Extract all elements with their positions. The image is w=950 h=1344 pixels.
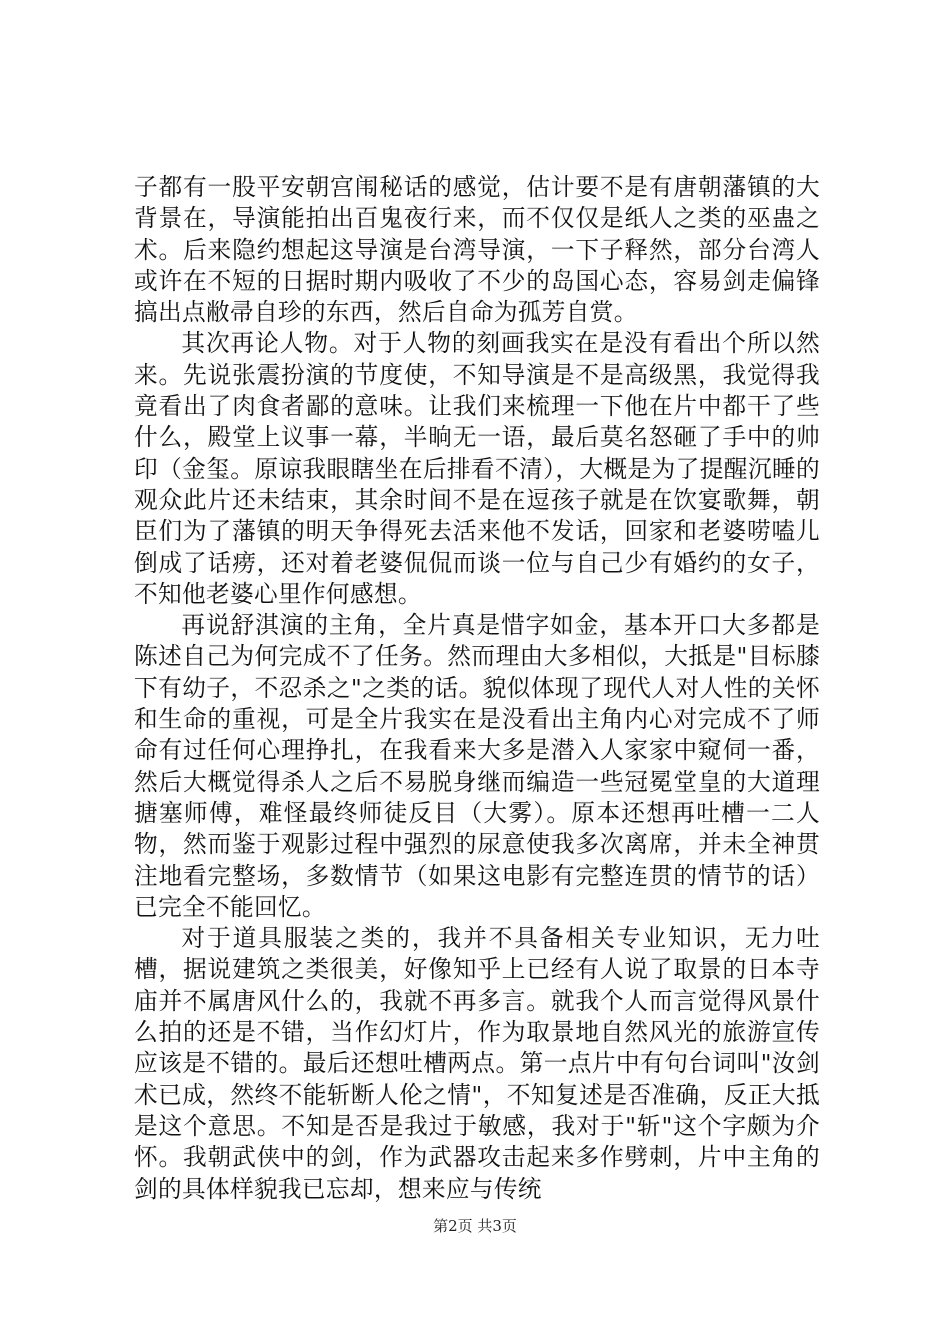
paragraph-4: 对于道具服装之类的，我并不具备相关专业知识，无力吐槽，据说建筑之类很美，好像知乎上已经有人说了取景的日本寺庙并不属唐风什么的，我就不再多言。就我个人而言觉得风景什么拍的还是不错，当作幻灯片，作为取景地自然风光的旅游宣传应该是不错的。最后还想吐槽两点。第一点片中有句台词叫"汝剑术已成，然终不能斩断人伦之情"，不知复述是否准确，反正大抵是这个意思。不知是否是我过于敏感，我对于"斩"这个字颇为介怀。我朝武侠中的剑，作为武器攻击起来多作劈刺，片中主角的剑的具体样貌我已忘却，想来应与传统 (134, 924, 820, 1203)
paragraph-2: 其次再论人物。对于人物的刻画我实在是没有看出个所以然来。先说张震扮演的节度使，不知导演是不是高级黑，我觉得我竟看出了肉食者鄙的意味。让我们来梳理一下他在片中都干了些什么，殿堂上议事一幕，半晌无一语，最后莫名怒砸了手中的帅印（金玺。原谅我眼瞎坐在后排看不清），大概是为了提醒沉睡的观众此片还未结束，其余时间不是在逗孩子就是在饮宴歌舞，朝臣们为了藩镇的明天争得死去活来他不发话，回家和老婆唠嗑儿倒成了话痨，还对着老婆侃侃而谈一位与自己少有婚约的女子，不知他老婆心里作何感想。 (134, 329, 820, 608)
page-footer: 第2页 共3页 (433, 1217, 517, 1235)
paragraph-1: 子都有一股平安朝宫闱秘话的感觉，估计要不是有唐朝藩镇的大背景在，导演能拍出百鬼夜行来，而不仅仅是纸人之类的巫蛊之术。后来隐约想起这导演是台湾导演，一下子释然，部分台湾人或许在不短的日据时期内吸收了不少的岛国心态，容易剑走偏锋搞出点敝帚自珍的东西，然后自命为孤芳自赏。 (134, 173, 820, 327)
paragraph-3: 再说舒淇演的主角，全片真是惜字如金，基本开口大多都是陈述自己为何完成不了任务。然而理由大多相似，大抵是"目标膝下有幼子，不忍杀之"之类的话。貌似体现了现代人对人性的关怀和生命的重视，可是全片我实在是没看出主角内心对完成不了师命有过任何心理挣扎，在我看来大多是潜入人家家中窥伺一番，然后大概觉得杀人之后不易脱身继而编造一些冠冕堂皇的大道理搪塞师傅，难怪最终师徒反目（大雾）。原本还想再吐槽一二人物，然而鉴于观影过程中强烈的尿意使我多次离席，并未全神贯注地看完整场，多数情节（如果这电影有完整连贯的情节的话）已完全不能回忆。 (134, 611, 820, 921)
document-body (134, 172, 820, 1205)
